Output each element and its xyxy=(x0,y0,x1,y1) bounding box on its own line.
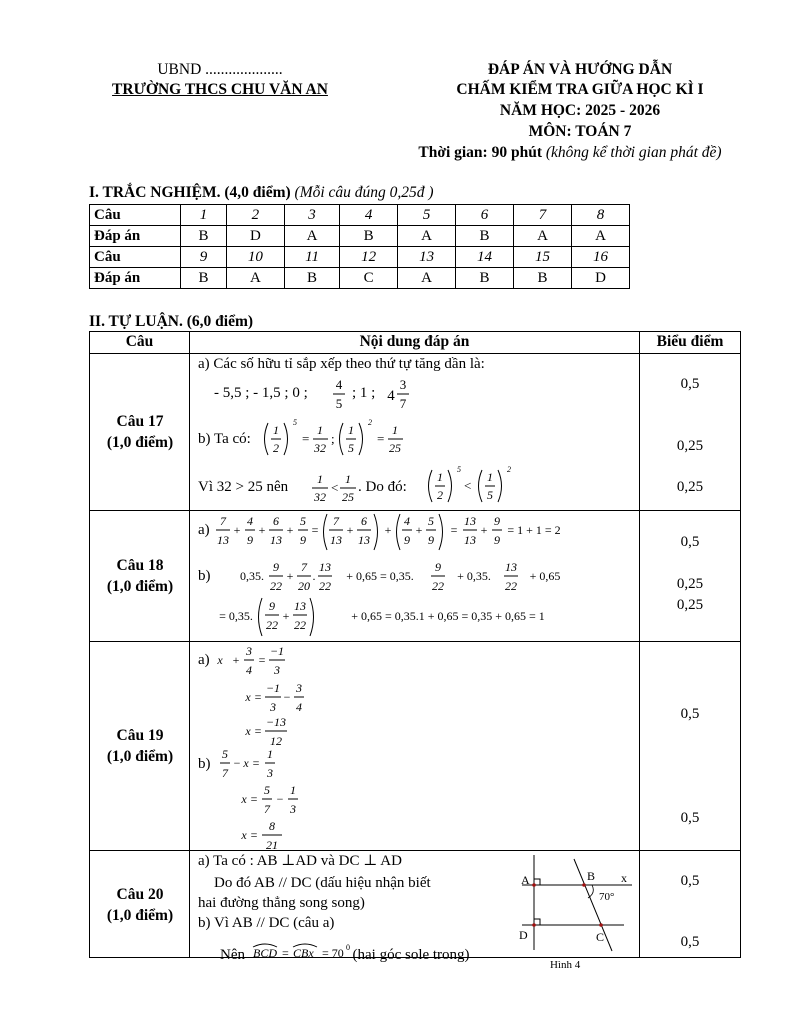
svg-text:1: 1 xyxy=(273,423,279,437)
svg-text:1: 1 xyxy=(487,470,493,484)
svg-text:BCD: BCD xyxy=(252,946,277,960)
q17a-mid: ; 1 ; xyxy=(352,385,376,401)
mc-question-cell: 5 xyxy=(398,205,456,226)
svg-text:21: 21 xyxy=(266,838,278,852)
mc-question-cell: 2 xyxy=(226,205,284,226)
q17c-score: 0,25 xyxy=(676,479,704,495)
svg-text:−1: −1 xyxy=(265,681,281,695)
frac-numerator: 4 xyxy=(335,377,343,392)
essay-col-header-content: Nội dung đáp án xyxy=(359,333,470,350)
svg-text:9: 9 xyxy=(435,560,441,574)
section1-note: (Mỗi câu đúng 0,25đ ) xyxy=(294,184,434,201)
svg-text:22: 22 xyxy=(266,618,278,632)
q18b-score2: 0,25 xyxy=(676,597,704,613)
q20-score1: 0,5 xyxy=(680,873,700,889)
svg-text:22: 22 xyxy=(319,579,331,593)
svg-text:32: 32 xyxy=(314,441,326,455)
svg-text:9: 9 xyxy=(273,560,279,574)
svg-text:+: + xyxy=(480,523,488,537)
svg-text:3: 3 xyxy=(267,766,273,780)
svg-text:= 70: = 70 xyxy=(321,946,344,960)
svg-text:25: 25 xyxy=(342,490,354,504)
mc-question-cell: 11 xyxy=(284,247,339,268)
svg-text:1: 1 xyxy=(267,747,273,761)
mc-question-cell: 9 xyxy=(181,247,227,268)
mc-answer-cell: B xyxy=(340,226,398,247)
header-subject: MÔN: TOÁN 7 xyxy=(528,123,632,140)
svg-text:7: 7 xyxy=(264,802,270,816)
svg-text:=: = xyxy=(450,523,458,537)
mc-question-cell: 1 xyxy=(181,205,227,226)
mc-answer-cell: A xyxy=(284,226,339,247)
mc-question-cell: 10 xyxy=(226,247,284,268)
svg-text:5: 5 xyxy=(487,488,493,502)
svg-text:13: 13 xyxy=(505,560,517,574)
svg-text:+: + xyxy=(286,569,294,583)
svg-text:x: x xyxy=(217,653,223,667)
svg-text:12: 12 xyxy=(270,734,282,748)
svg-text:=: = xyxy=(302,431,310,446)
q20-label xyxy=(90,884,190,926)
q18b-score1: 0,25 xyxy=(676,576,704,592)
header-time xyxy=(380,143,760,163)
essay-row-divider xyxy=(89,353,741,354)
mc-row-label: Đáp án xyxy=(90,226,181,247)
svg-text:7: 7 xyxy=(301,560,307,574)
mc-answer-cell: A xyxy=(571,226,629,247)
q20-score2: 0,5 xyxy=(680,934,700,950)
point-b xyxy=(582,883,586,887)
svg-text:2: 2 xyxy=(273,441,279,455)
svg-text:+ 0,65 = 0,35.: + 0,65 = 0,35. xyxy=(346,569,414,583)
mc-row-label: Câu xyxy=(90,247,181,268)
essay-row-divider xyxy=(89,850,741,851)
frac-denominator: 7 xyxy=(399,396,407,411)
q18b-prefix: b) xyxy=(198,568,211,584)
svg-text:32: 32 xyxy=(314,490,326,504)
svg-text:2: 2 xyxy=(368,418,372,427)
svg-text:8: 8 xyxy=(269,819,275,833)
q20-figure-parallel-lines xyxy=(512,855,632,970)
q20-angle-equation xyxy=(249,941,349,963)
mc-answer-cell: A xyxy=(398,226,456,247)
mc-answer-cell: B xyxy=(181,268,227,289)
svg-text:=: = xyxy=(281,946,289,960)
q19-points: (1,0 điểm) xyxy=(106,748,174,765)
point-c xyxy=(599,923,603,927)
svg-text:0,35.: 0,35. xyxy=(240,569,264,583)
right-paren xyxy=(284,423,288,455)
svg-text:x: x xyxy=(243,756,249,770)
svg-text:+ 0,35.: + 0,35. xyxy=(457,569,491,583)
mc-answer-cell: A xyxy=(226,268,284,289)
label-a: A xyxy=(521,873,530,887)
q20-title: Câu 20 xyxy=(116,886,164,903)
svg-text:2: 2 xyxy=(437,488,443,502)
svg-text:22: 22 xyxy=(505,579,517,593)
q17a-score: 0,5 xyxy=(680,376,700,392)
mc-answer-cell: D xyxy=(226,226,284,247)
header-time-note: (không kể thời gian phát đề) xyxy=(545,144,722,161)
svg-text:13: 13 xyxy=(358,533,370,547)
svg-text:=: = xyxy=(250,792,258,806)
svg-text:5: 5 xyxy=(428,514,434,528)
label-c: C xyxy=(596,930,605,944)
mc-answer-row-2 xyxy=(90,268,630,289)
svg-text:= 0,35.: = 0,35. xyxy=(219,609,253,623)
svg-text:.: . xyxy=(312,569,316,583)
svg-text:25: 25 xyxy=(389,441,401,455)
svg-text:= 1 + 1 = 2: = 1 + 1 = 2 xyxy=(507,523,561,537)
q20-line3: hai đường thẳng song song) xyxy=(198,895,365,911)
label-b: B xyxy=(587,869,596,883)
q20-points: (1,0 điểm) xyxy=(106,907,174,924)
q17c-text2: . Do đó: xyxy=(358,479,407,495)
mc-answer-cell: C xyxy=(340,268,398,289)
essay-col-header-score: Biểu điểm xyxy=(656,333,724,350)
svg-text:3: 3 xyxy=(290,802,296,816)
mc-answer-cell: B xyxy=(456,268,514,289)
svg-text:1: 1 xyxy=(392,423,398,437)
svg-text:x: x xyxy=(241,792,247,806)
q17a-mixed-number xyxy=(386,375,410,415)
header-left-ubnd: UBND .................... xyxy=(157,61,283,78)
frac-numerator: 3 xyxy=(399,377,407,392)
mc-question-cell: 8 xyxy=(571,205,629,226)
svg-text:+: + xyxy=(346,523,354,537)
mc-answer-cell: D xyxy=(571,268,629,289)
left-paren xyxy=(265,423,269,455)
svg-text:5: 5 xyxy=(457,465,461,474)
q18a-score: 0,5 xyxy=(680,534,700,550)
svg-text:5: 5 xyxy=(300,514,306,528)
header-time-bold: Thời gian: 90 phút xyxy=(418,144,542,161)
essay-row-divider xyxy=(89,641,741,642)
svg-text:22: 22 xyxy=(294,618,306,632)
svg-text:1: 1 xyxy=(348,423,354,437)
header-school-name: TRƯỜNG THCS CHU VĂN AN xyxy=(112,81,328,98)
svg-text:13: 13 xyxy=(330,533,342,547)
svg-text:−: − xyxy=(283,690,291,704)
q17-points: (1,0 điểm) xyxy=(106,434,174,451)
svg-text:=: = xyxy=(254,724,262,738)
svg-text:1: 1 xyxy=(317,423,323,437)
svg-text:6: 6 xyxy=(361,514,367,528)
q18a-prefix: a) xyxy=(198,522,210,538)
svg-text:13: 13 xyxy=(464,514,476,528)
mc-answer-cell: A xyxy=(398,268,456,289)
essay-col-divider xyxy=(639,331,640,958)
svg-text:5: 5 xyxy=(264,783,270,797)
svg-text:5: 5 xyxy=(293,418,297,427)
mc-answer-cell: B xyxy=(456,226,514,247)
q18a-expression xyxy=(214,512,594,554)
header-title-line1: ĐÁP ÁN VÀ HƯỚNG DẪN xyxy=(487,61,673,78)
q18b-expression-line1 xyxy=(228,558,608,600)
svg-text:+: + xyxy=(415,523,423,537)
svg-text:9: 9 xyxy=(428,533,434,547)
svg-text:20: 20 xyxy=(298,579,310,593)
q18-label xyxy=(90,555,190,597)
svg-text:x: x xyxy=(241,828,247,842)
header-title-line2: CHẤM KIỂM TRA GIỮA HỌC KÌ I xyxy=(456,81,704,98)
svg-text:=: = xyxy=(311,523,319,537)
mc-question-cell: 14 xyxy=(456,247,514,268)
svg-text:3: 3 xyxy=(274,663,280,677)
figure-caption: Hình 4 xyxy=(550,959,581,971)
q20-line5-suffix: (hai góc sole trong) xyxy=(352,947,470,963)
multiple-choice-table xyxy=(89,204,630,289)
svg-text:22: 22 xyxy=(270,579,282,593)
svg-text:x: x xyxy=(245,724,251,738)
mc-row-label: Câu xyxy=(90,205,181,226)
q19b-score: 0,5 xyxy=(680,810,700,826)
q20-line4: b) Vì AB // DC (câu a) xyxy=(198,915,335,931)
section1-heading: I. TRẮC NGHIỆM. (4,0 điểm) xyxy=(89,184,291,201)
frac-denominator: 5 xyxy=(335,396,343,411)
svg-text:+: + xyxy=(282,609,290,623)
q17b-text: b) Ta có: xyxy=(198,431,251,447)
svg-text:−13: −13 xyxy=(265,715,287,729)
svg-text:1: 1 xyxy=(345,472,351,486)
svg-text:=: = xyxy=(252,756,260,770)
q17b-score: 0,25 xyxy=(676,438,704,454)
q20-line2: Do đó AB // DC (dấu hiệu nhận biết xyxy=(214,875,431,891)
mc-question-cell: 12 xyxy=(340,247,398,268)
q19-label xyxy=(90,725,190,767)
section2-heading: II. TỰ LUẬN. (6,0 điểm) xyxy=(89,313,254,330)
svg-text:+: + xyxy=(232,653,240,667)
label-angle: 70° xyxy=(599,891,615,903)
svg-text:<: < xyxy=(464,478,472,493)
svg-text:9: 9 xyxy=(494,533,500,547)
label-d: D xyxy=(519,928,528,942)
mc-question-cell: 6 xyxy=(456,205,514,226)
q17b-power-equation xyxy=(262,419,462,459)
svg-text:−: − xyxy=(276,792,284,806)
label-x: x xyxy=(621,871,627,885)
q19a-score: 0,5 xyxy=(680,706,700,722)
svg-text:3: 3 xyxy=(270,700,276,714)
mc-question-cell: 13 xyxy=(398,247,456,268)
mc-question-row-2 xyxy=(90,247,630,268)
svg-text:=: = xyxy=(258,653,266,667)
q19b-working xyxy=(214,745,334,853)
svg-text:9: 9 xyxy=(247,533,253,547)
q17a-text: a) Các số hữu tỉ sắp xếp theo thứ tự tăng dần là: xyxy=(198,356,485,372)
svg-text:+ 0,65: + 0,65 xyxy=(529,569,561,583)
svg-text:13: 13 xyxy=(464,533,476,547)
svg-text:2: 2 xyxy=(507,465,511,474)
svg-text:+: + xyxy=(384,523,392,537)
svg-text:+: + xyxy=(286,523,294,537)
mc-answer-cell: B xyxy=(514,268,572,289)
mc-answer-cell: B xyxy=(181,226,227,247)
q19a-working xyxy=(214,642,334,747)
svg-text:<: < xyxy=(331,480,339,495)
essay-col-header-question: Câu xyxy=(125,333,154,350)
svg-text:7: 7 xyxy=(222,766,228,780)
svg-text:5: 5 xyxy=(348,441,354,455)
q18b-expression-line2 xyxy=(214,595,594,639)
svg-text:5: 5 xyxy=(222,747,228,761)
q17c-text1: Vì 32 > 25 nên xyxy=(198,479,289,495)
svg-text:3: 3 xyxy=(246,644,252,658)
q20-line5 xyxy=(220,937,470,965)
q19b-prefix: b) xyxy=(198,756,211,772)
svg-text:1: 1 xyxy=(437,470,443,484)
svg-text:9: 9 xyxy=(494,514,500,528)
q19a-prefix: a) xyxy=(198,652,210,668)
svg-text:1: 1 xyxy=(290,783,296,797)
svg-text:4: 4 xyxy=(246,663,252,677)
q18-title: Câu 18 xyxy=(116,557,164,574)
svg-text:4: 4 xyxy=(404,514,410,528)
q17a-sequence: - 5,5 ; - 1,5 ; 0 ; xyxy=(214,385,308,401)
point-a xyxy=(532,883,536,887)
mc-answer-cell: A xyxy=(514,226,572,247)
mc-answer-cell: B xyxy=(284,268,339,289)
q17-title: Câu 17 xyxy=(116,413,164,430)
mc-answer-row-1 xyxy=(90,226,630,247)
svg-text:=: = xyxy=(377,431,385,446)
svg-text:9: 9 xyxy=(300,533,306,547)
svg-text:9: 9 xyxy=(404,533,410,547)
section1-title xyxy=(89,184,434,202)
q18-points: (1,0 điểm) xyxy=(106,578,174,595)
mc-row-label: Đáp án xyxy=(90,268,181,289)
svg-text:7: 7 xyxy=(333,514,339,528)
svg-text:13: 13 xyxy=(319,560,331,574)
svg-text:−: − xyxy=(233,756,241,770)
svg-text:x: x xyxy=(245,690,251,704)
mixed-whole: 4 xyxy=(387,388,395,404)
q19-title: Câu 19 xyxy=(116,727,164,744)
svg-text:+ 0,65 = 0,35.1 + 0,65 = 0,35: + 0,65 = 0,35.1 + 0,65 = 0,35 + 0,65 = 1 xyxy=(351,609,545,623)
q17a-frac-four-fifths xyxy=(332,375,346,415)
svg-text:−1: −1 xyxy=(269,644,285,658)
q20-line5-prefix: Nên xyxy=(220,947,245,963)
svg-text:1: 1 xyxy=(317,472,323,486)
svg-text:6: 6 xyxy=(273,514,279,528)
svg-text:=: = xyxy=(250,828,258,842)
svg-text:3: 3 xyxy=(296,681,302,695)
mc-question-cell: 3 xyxy=(284,205,339,226)
mc-question-cell: 15 xyxy=(514,247,572,268)
svg-text:4: 4 xyxy=(296,700,302,714)
point-d xyxy=(532,923,536,927)
svg-text:13: 13 xyxy=(217,533,229,547)
svg-text:=: = xyxy=(254,690,262,704)
mc-question-cell: 16 xyxy=(571,247,629,268)
svg-text:22: 22 xyxy=(432,579,444,593)
svg-text:CBx: CBx xyxy=(292,946,314,960)
header-school-year: NĂM HỌC: 2025 - 2026 xyxy=(499,102,661,119)
svg-text:0: 0 xyxy=(345,943,350,952)
mc-question-cell: 4 xyxy=(340,205,398,226)
svg-text:13: 13 xyxy=(294,599,306,613)
svg-text:13: 13 xyxy=(270,533,282,547)
q17-label xyxy=(90,411,190,453)
q20-line1: a) Ta có : AB ⊥AD và DC ⊥ AD xyxy=(198,853,402,869)
svg-text:4: 4 xyxy=(247,514,253,528)
svg-text:;: ; xyxy=(331,431,335,446)
mc-question-row-1 xyxy=(90,205,630,226)
svg-text:+: + xyxy=(258,523,266,537)
mc-question-cell: 7 xyxy=(514,205,572,226)
q17c-power-compare xyxy=(426,466,516,506)
svg-text:7: 7 xyxy=(220,514,226,528)
essay-row-divider xyxy=(89,510,741,511)
svg-text:9: 9 xyxy=(269,599,275,613)
svg-text:+: + xyxy=(233,523,241,537)
